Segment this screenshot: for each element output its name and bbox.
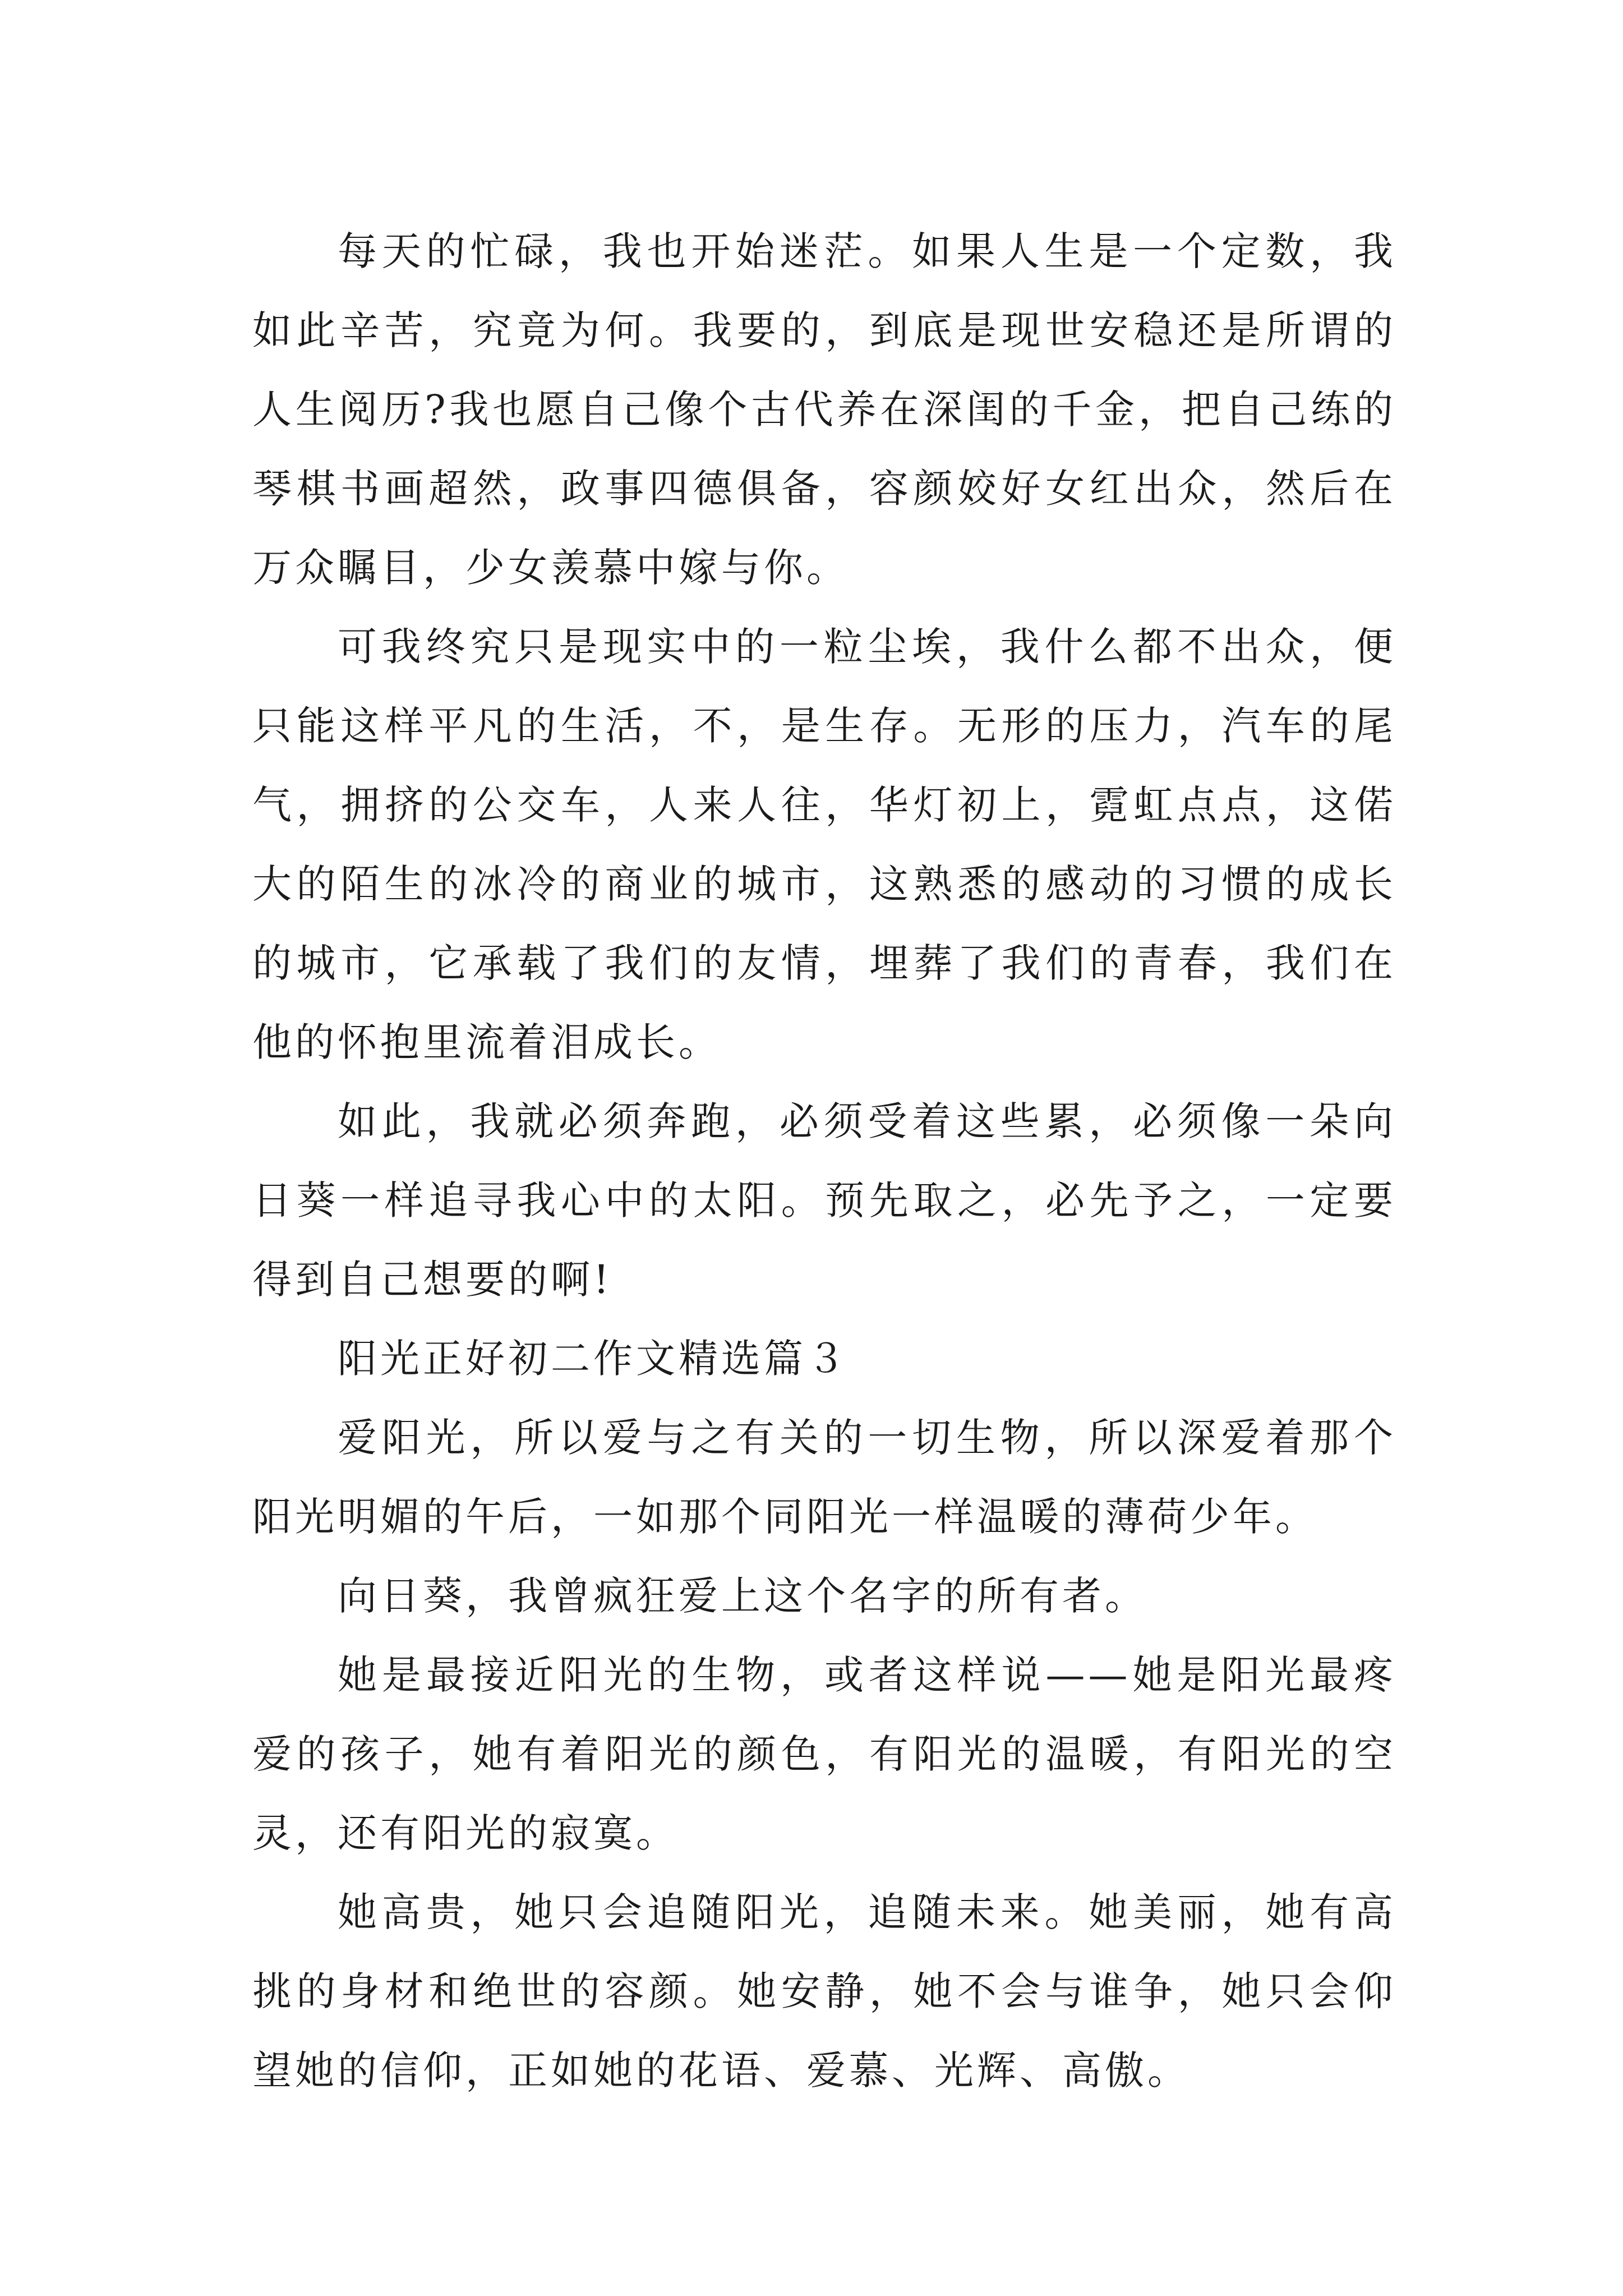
paragraph-6: 她是最接近阳光的生物，或者这样说——她是阳光最疼爱的孩子，她有着阳光的颜色，有阳光的温暖，有阳光的空灵，还有阳光的寂寞。 (252, 1652, 1396, 1856)
paragraph-5: 向日葵，我曾疯狂爱上这个名字的所有者。 (338, 1573, 1147, 1619)
paragraph-3: 如此，我就必须奔跑，必须受着这些累，必须像一朵向日葵一样追寻我心中的太阳。预先取之，必先予之，一定要得到自己想要的啊! (252, 1098, 1396, 1303)
paragraph-1: 每天的忙碌，我也开始迷茫。如果人生是一个定数，我如此辛苦，究竟为何。我要的，到底是现世安稳还是所谓的人生阅历?我也愿自己像个古代养在深闺的千金，把自己练的琴棋书画超然，政事四德俱备，容颜姣好女红出众，然后在万众瞩目，少女羡慕中嫁与你。 (252, 228, 1396, 591)
paragraph-2: 可我终究只是现实中的一粒尘埃，我什么都不出众，便只能这样平凡的生活，不，是生存。无形的压力，汽车的尾气，拥挤的公交车，人来人往，华灯初上，霓虹点点，这偌大的陌生的冰冷的商业的城市，这熟悉的感动的习惯的成长的城市，它承载了我们的友情，埋葬了我们的青春，我们在他的怀抱里流着泪成长。 (252, 624, 1396, 1065)
section-title: 阳光正好初二作文精选篇３ (338, 1336, 849, 1382)
paragraph-7: 她高贵，她只会追随阳光，追随未来。她美丽，她有高挑的身材和绝世的容颜。她安静，她不会与谁争，她只会仰望她的信仰，正如她的花语、爱慕、光辉、高傲。 (252, 1889, 1396, 2093)
paragraph-4: 爱阳光，所以爱与之有关的一切生物，所以深爱着那个阳光明媚的午后，一如那个同阳光一样温暖的薄荷少年。 (252, 1415, 1396, 1540)
document-body (252, 212, 1396, 2110)
